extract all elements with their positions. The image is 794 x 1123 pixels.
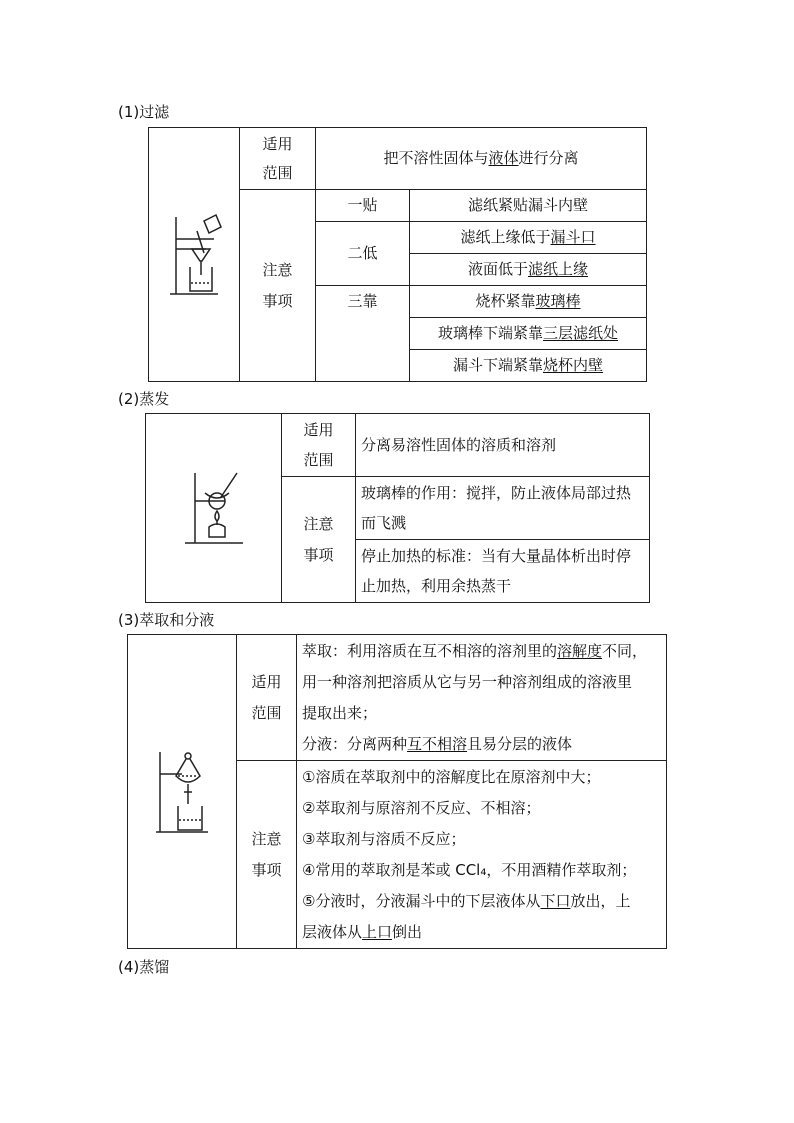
extraction-notes-label: 注意 事项 <box>237 761 297 949</box>
filtration-notes-label: 注意 事项 <box>240 190 316 382</box>
section-title-extraction: (3)萃取和分液 <box>118 611 215 629</box>
evaporation-scope-text: 分离易溶性固体的溶质和溶剂 <box>356 414 650 477</box>
filtration-note-row: 滤纸紧贴漏斗内壁 <box>410 190 647 222</box>
evaporation-note-stop-heating: 停止加热的标准：当有大量晶体析出时停 止加热，利用余热蒸干 <box>356 540 650 603</box>
filtration-apparatus-figure <box>149 128 240 382</box>
evaporation-note-glass-rod: 玻璃棒的作用：搅拌，防止液体局部过热 而飞溅 <box>356 477 650 540</box>
extraction-note-item: ③萃取剂与溶质不反应； <box>302 829 466 848</box>
section-title-evaporation: (2)蒸发 <box>118 390 170 408</box>
extraction-note-item: ②萃取剂与原溶剂不反应、不相溶； <box>302 798 541 817</box>
filtration-note-row: 烧杯紧靠玻璃棒 <box>410 286 647 318</box>
evaporation-notes-label: 注意 事项 <box>282 477 356 603</box>
extraction-notes-text <box>297 761 667 949</box>
filtration-note-row: 滤纸上缘低于漏斗口 <box>410 222 647 254</box>
extraction-scope-label: 适用 范围 <box>237 635 297 761</box>
evaporation-scope-label: 适用 范围 <box>282 414 356 477</box>
filtration-scope-text: 把不溶性固体与液体进行分离 <box>316 128 647 190</box>
filtration-note-row: 漏斗下端紧靠烧杯内壁 <box>410 350 647 382</box>
filtration-note-row: 液面低于滤纸上缘 <box>410 254 647 286</box>
evaporation-apparatus-figure <box>146 414 282 603</box>
separatory-funnel-icon <box>152 746 212 838</box>
filtration-group-one-stick: 一贴 <box>316 190 410 222</box>
extraction-scope-text: 萃取：利用溶质在互不相溶的溶剂里的溶解度不同， 用一种溶剂把溶质从它与另一种溶剂组成的溶液里 提取出来； 分液：分离两种互不相溶且易分层的液体 <box>297 635 667 761</box>
extraction-apparatus-figure <box>128 635 237 949</box>
extraction-note-item: ①溶质在萃取剂中的溶解度比在原溶剂中大； <box>302 767 601 786</box>
filtration-apparatus-icon <box>164 209 224 301</box>
filtration-scope-label: 适用 范围 <box>240 128 316 190</box>
section-title-distillation: (4)蒸馏 <box>118 958 170 976</box>
filtration-group-two-low: 二低 <box>316 222 410 286</box>
section-title-filtration: (1)过滤 <box>118 103 170 121</box>
filtration-note-row: 玻璃棒下端紧靠三层滤纸处 <box>410 318 647 350</box>
evaporation-apparatus-icon <box>181 467 247 549</box>
extraction-note-item-cont: 层液体从上口倒出 <box>302 922 423 941</box>
extraction-note-item: ④常用的萃取剂是苯或 CCl₄，不用酒精作萃取剂； <box>302 860 637 879</box>
filtration-group-three-lean: 三靠 <box>316 286 410 382</box>
extraction-note-item: ⑤分液时，分液漏斗中的下层液体从下口放出，上 <box>302 891 631 910</box>
filtration-table <box>148 127 647 382</box>
evaporation-table <box>145 413 650 603</box>
extraction-table <box>127 634 667 949</box>
